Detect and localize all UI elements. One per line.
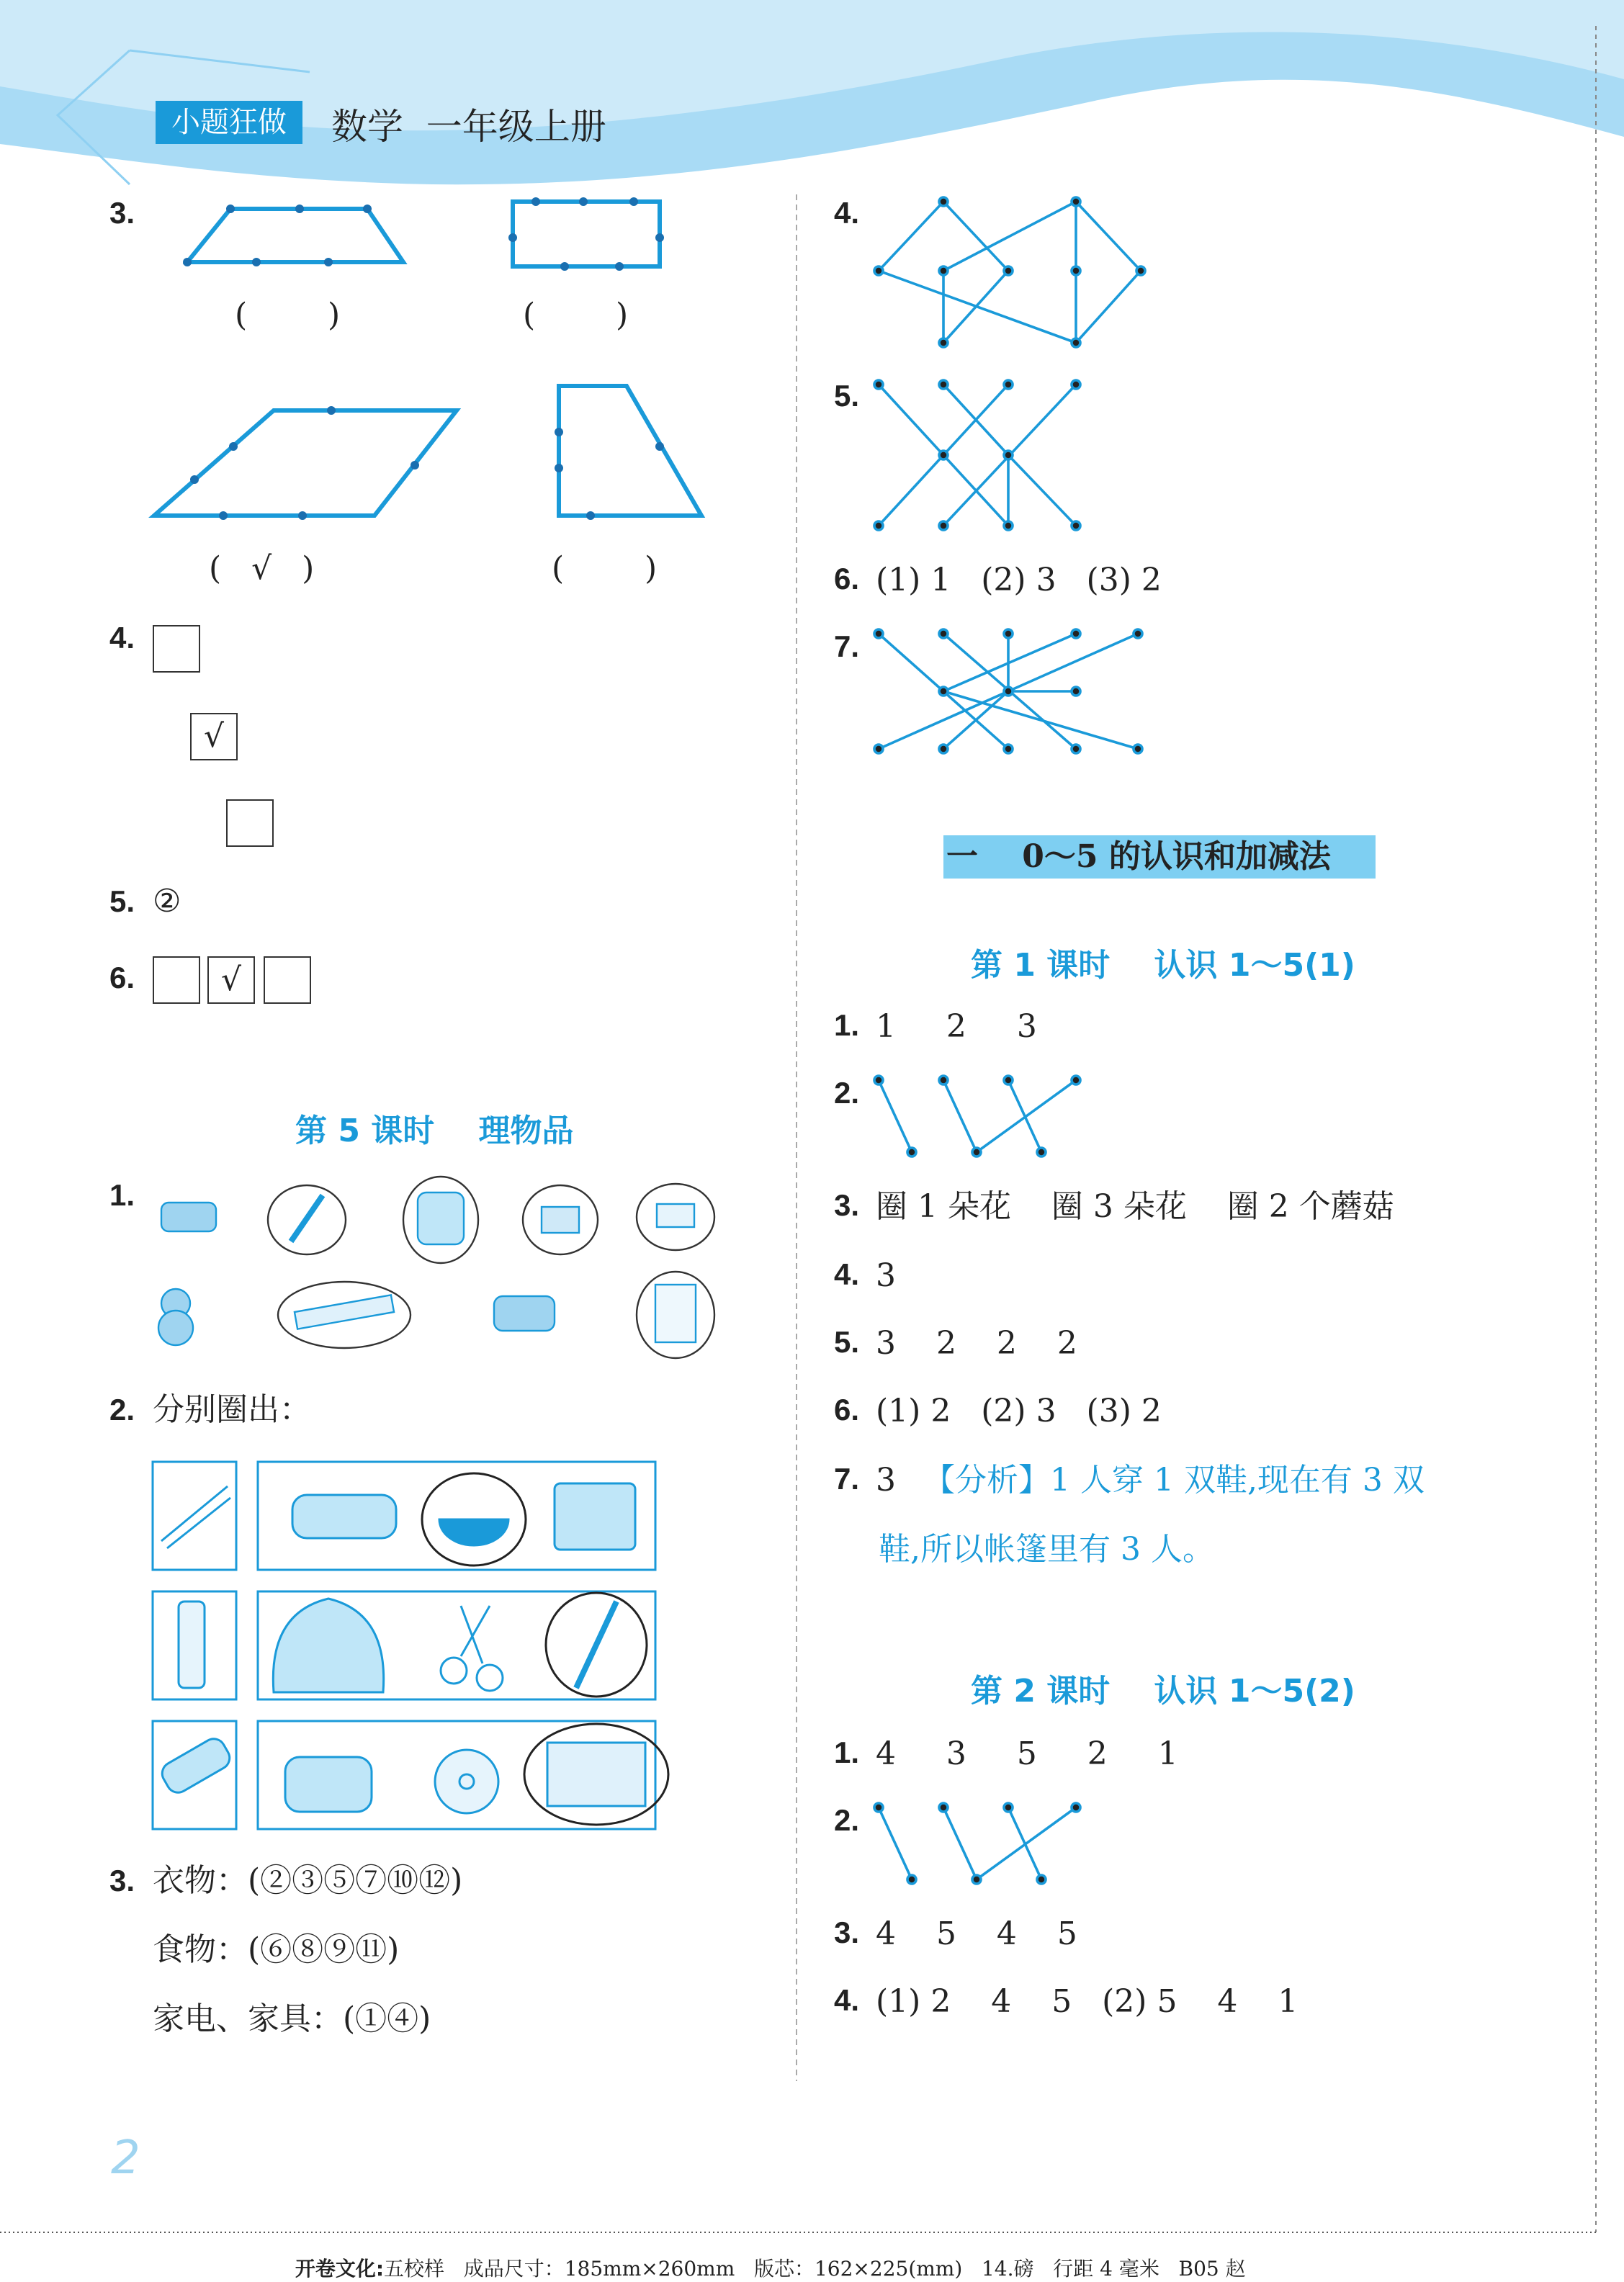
tv-icon bbox=[555, 1483, 635, 1550]
l5q3-food: 食物：(⑥⑧⑨⑪) bbox=[153, 1931, 400, 1968]
answer-text: 4 3 5 2 1 bbox=[876, 1735, 1178, 1772]
answer-text: 1 2 3 bbox=[876, 1008, 1037, 1045]
q3-paren-2: ( ) bbox=[523, 297, 629, 333]
answer-text: 圈 1 朵花 圈 3 朵花 圈 2 个蘑菇 bbox=[876, 1188, 1394, 1225]
teddy-bear-icon bbox=[158, 1289, 193, 1345]
l5q1-number: 1. bbox=[109, 1178, 135, 1212]
diagram-q4 bbox=[874, 197, 1145, 347]
footer-brand: 开卷文化: bbox=[295, 2257, 385, 2281]
q4-box-3 bbox=[226, 799, 274, 847]
l5q3-clothes: 衣物：(②③⑤⑦⑩⑫) bbox=[153, 1862, 463, 1899]
q6-box-1 bbox=[153, 956, 200, 1004]
shape-rectangle bbox=[513, 202, 660, 266]
answer-text: 3 bbox=[876, 1462, 896, 1499]
diagram-l2q2 bbox=[874, 1803, 1080, 1884]
l1q7-analysis-2: 鞋,所以帐篷里有 3 人。 bbox=[879, 1531, 1214, 1568]
answer-number: 3. bbox=[834, 1915, 860, 1949]
radio-icon bbox=[285, 1757, 372, 1812]
q3-number: 3. bbox=[109, 196, 135, 230]
circle-grid bbox=[153, 1462, 668, 1829]
toothpaste-icon bbox=[179, 1602, 205, 1688]
scissors-icon bbox=[441, 1606, 503, 1691]
shape-trapezoid bbox=[187, 209, 403, 262]
r-q5-number: 5. bbox=[834, 379, 860, 413]
pencil-case-icon bbox=[292, 1495, 396, 1538]
l5q2-number: 2. bbox=[109, 1393, 135, 1427]
diagram-l1q2 bbox=[874, 1076, 1080, 1156]
q4-box-2: √ bbox=[190, 713, 238, 760]
q3-paren-1: ( ) bbox=[235, 297, 341, 333]
page-number: 2 bbox=[111, 2131, 140, 2185]
answer-number: 6. bbox=[834, 1393, 860, 1427]
section-title: 一 0～5 的认识和加减法 bbox=[943, 835, 1376, 879]
q5-number: 5. bbox=[109, 884, 135, 918]
l5q3-number: 3. bbox=[109, 1864, 135, 1897]
sorting-pictures bbox=[158, 1177, 714, 1358]
toy-car-icon bbox=[494, 1296, 555, 1331]
footer bbox=[282, 2229, 1246, 2282]
shape-quadrilateral bbox=[559, 386, 701, 516]
l1q7-analysis-1: 【分析】1 人穿 1 双鞋,现在有 3 双 bbox=[923, 1462, 1425, 1499]
lesson1-title: 第 1 课时 认识 1～5(1) bbox=[971, 947, 1355, 984]
answer-number: 4. bbox=[834, 1257, 860, 1291]
q6-box-3 bbox=[264, 956, 311, 1004]
answer-text: (1) 2 (2) 3 (3) 2 bbox=[876, 1393, 1162, 1429]
series-badge: 小题狂做 bbox=[156, 101, 302, 144]
answer-number: 5. bbox=[834, 1325, 860, 1359]
answer-text: (1) 2 4 5 (2) 5 4 1 bbox=[876, 1983, 1298, 2020]
answer-text: 3 2 2 2 bbox=[876, 1325, 1077, 1362]
answer-text: 4 5 4 5 bbox=[876, 1915, 1077, 1952]
tank-toy-icon bbox=[161, 1203, 216, 1231]
diagram-q7 bbox=[874, 629, 1142, 753]
footer-text: 五校样 成品尺寸：185mm×260mm 版芯：162×225(mm) 14.磅 行距 4 毫米 B05 赵 bbox=[384, 2257, 1246, 2281]
answer-number: 1. bbox=[834, 1735, 860, 1769]
lesson2-title: 第 2 课时 认识 1～5(2) bbox=[971, 1673, 1355, 1710]
diagram-q5 bbox=[874, 380, 1080, 530]
book-title: 数学 一年级上册 bbox=[331, 106, 606, 148]
q3-paren-4: ( ) bbox=[552, 550, 658, 587]
answer-number: 4. bbox=[834, 1983, 860, 2017]
l5q3-appliances: 家电、家具：(①④) bbox=[153, 2000, 431, 2037]
q6-number: 6. bbox=[109, 961, 135, 994]
q4-box-1 bbox=[153, 625, 200, 673]
q3-paren-3: ( √ ) bbox=[209, 550, 315, 587]
q5-answer: ② bbox=[153, 883, 181, 920]
answer-number: 2. bbox=[834, 1803, 860, 1837]
answer-number: 2. bbox=[834, 1076, 860, 1110]
answer-number: 7. bbox=[834, 1462, 860, 1496]
backpack-icon bbox=[273, 1599, 383, 1692]
q6-box-2: √ bbox=[207, 956, 255, 1004]
r-q7-number: 7. bbox=[834, 629, 860, 663]
l5q2-text: 分别圈出： bbox=[153, 1391, 311, 1428]
r-q6-number: 6. bbox=[834, 562, 860, 596]
chopsticks-icon bbox=[161, 1486, 230, 1548]
answer-number: 1. bbox=[834, 1008, 860, 1042]
lesson5-title: 第 5 课时 理物品 bbox=[295, 1113, 574, 1149]
r-q6-text: (1) 1 (2) 3 (3) 2 bbox=[876, 562, 1162, 598]
remote-icon bbox=[158, 1735, 233, 1797]
answer-text: 3 bbox=[876, 1257, 896, 1294]
header-wave bbox=[0, 0, 1624, 184]
r-q4-number: 4. bbox=[834, 196, 860, 230]
answer-number: 3. bbox=[834, 1188, 860, 1222]
shape-dots bbox=[183, 197, 664, 520]
q4-number: 4. bbox=[109, 621, 135, 655]
cd-icon bbox=[435, 1750, 498, 1813]
